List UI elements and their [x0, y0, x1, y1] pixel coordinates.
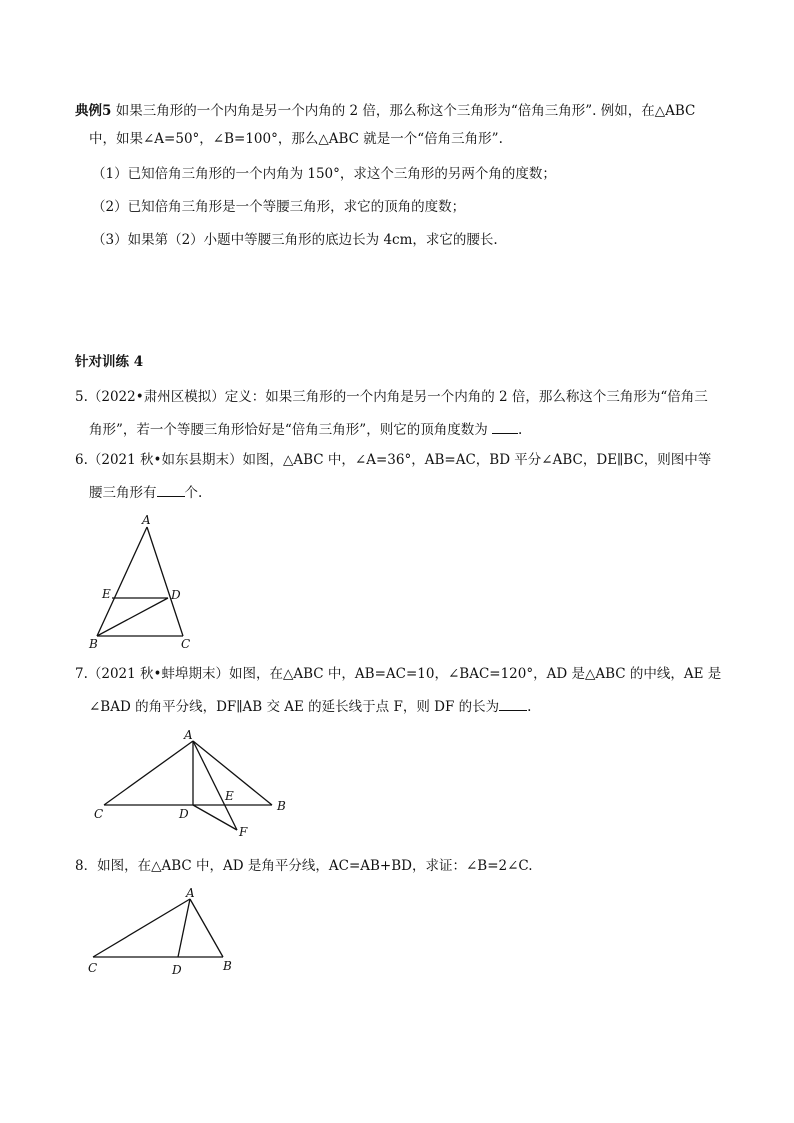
training-title: 针对训练 4 — [75, 354, 144, 370]
problem5-end: . — [518, 422, 523, 438]
label-B: B — [223, 959, 232, 973]
example5-question-3: （3）如果第（2）小题中等腰三角形的底边长为 4cm，求它的腰长. — [92, 232, 498, 248]
problem6-line1: 6.（2021 秋•如东县期末）如图，△ABC 中，∠A=36°，AB=AC，BD 平分∠ABC，DE∥BC，则图中等 — [75, 452, 712, 468]
problem7-text: ∠BAD 的角平分线，DF∥AB 交 AE 的延长线于点 F，则 DF 的长为 — [89, 699, 500, 715]
problem6-end: 个. — [184, 485, 203, 501]
example5-text-2: 中，如果∠A=50°，∠B=100°，那么△ABC 就是一个“倍角三角形”. — [89, 131, 503, 147]
problem5-line1: 5.（2022•肃州区模拟）定义：如果三角形的一个内角是另一个内角的 2 倍，那么称这个三角形为“倍角三 — [75, 389, 708, 405]
problem7-line1: 7.（2021 秋•蚌埠期末）如图，在△ABC 中，AB=AC=10，∠BAC=120°，AD 是△ABC 的中线，AE 是 — [75, 666, 722, 682]
problem8-line1: 8．如图，在△ABC 中，AD 是角平分线，AC=AB+BD，求证：∠B=2∠C. — [75, 858, 533, 874]
label-A: A — [186, 886, 195, 900]
problem5-text: 角形”，若一个等腰三角形恰好是“倍角三角形”，则它的顶角度数为 — [89, 422, 488, 438]
example5-question-1: （1）已知倍角三角形的一个内角为 150°，求这个三角形的另两个角的度数； — [92, 166, 556, 182]
label-C: C — [181, 637, 191, 651]
problem7-end: . — [527, 699, 532, 715]
example5-label: 典例5 — [75, 103, 112, 119]
label-A: A — [142, 513, 151, 527]
label-D: D — [171, 588, 181, 602]
segment-AB — [190, 899, 223, 957]
label-B: B — [277, 799, 286, 813]
label-B: B — [89, 637, 98, 651]
label-A: A — [184, 728, 193, 742]
label-C: C — [94, 807, 104, 821]
label-E: E — [225, 789, 234, 803]
example5-text-1: 如果三角形的一个内角是另一个内角的 2 倍，那么称这个三角形为“倍角三角形”. 例如，在△ABC — [115, 103, 696, 119]
segment-AD — [178, 899, 190, 957]
label-C: C — [88, 961, 98, 975]
example5-question-2: （2）已知倍角三角形是一个等腰三角形，求它的顶角的度数； — [92, 199, 466, 215]
label-E: E — [102, 587, 111, 601]
label-D: D — [179, 807, 189, 821]
segment-AC — [93, 899, 190, 957]
label-F: F — [239, 825, 248, 839]
label-D: D — [172, 963, 182, 977]
problem6-text: 腰三角形有 — [89, 485, 157, 501]
